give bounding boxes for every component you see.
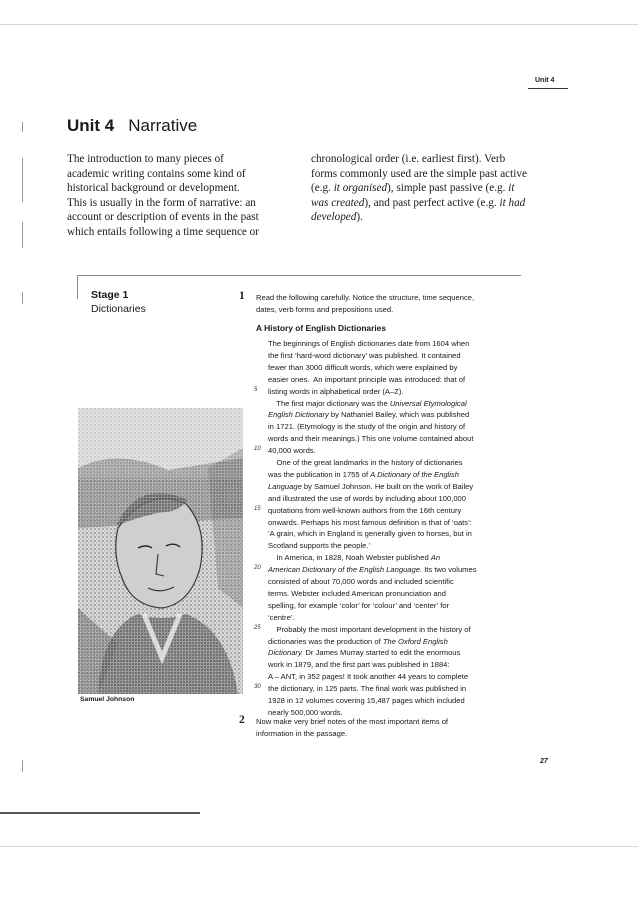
question-1-text [256,292,474,315]
samuel-johnson-portrait [78,408,243,694]
passage-text: consisted of about 70,000 words and included scientific [268,577,454,586]
line-number: 20 [254,565,261,572]
intro-line: account or description of events in the past [67,211,259,224]
passage-text: Dr James Murray started to edit the enormous [303,648,461,658]
passage-text: 40,000 words. [268,446,316,456]
passage-line [268,470,459,479]
passage-line [268,482,473,491]
intro-left-column [67,152,297,240]
passage-line [268,458,463,467]
passage-text: quotations from well-known authors from the 16th century [268,505,462,515]
intro-text: ), simple past passive (e.g. [387,182,509,195]
unit-title: Narrative [128,116,198,135]
passage-text: nearly 500,000 words. [268,707,343,717]
passage-line [268,529,472,538]
stage-label [91,288,146,316]
passage-text: fewer than 3000 difficult words, which were explained by [268,362,458,372]
passage-title: A History of English Dictionaries [256,323,386,333]
passage-italic-text: English Dictionary [268,410,329,420]
margin-mark [22,122,23,132]
passage-text: A – ANT, in 352 pages! It took another 44 years to complete [268,672,469,682]
passage-text: ‘centre’. [268,612,295,622]
passage-line [268,577,454,586]
question-line: Now make very brief notes of the most important items of [256,717,449,726]
question-1-number: 1 [239,290,245,302]
passage-line [268,422,465,431]
passage-line [254,386,404,396]
passage-line [268,541,370,550]
passage-italic-text: An [430,553,441,563]
passage-italic-text: American Dictionary of the English Language. [268,565,423,575]
passage-line [268,399,467,408]
example-verb: it organised [333,182,388,195]
passage-text: spelling, for example ‘color’ for ‘colour’ and ‘center’ for [268,600,450,610]
passage-text: The first major dictionary was the [268,398,390,408]
passage-line [268,494,466,503]
passage-line [268,339,469,348]
intro-right-column [311,152,531,225]
passage-line [268,375,465,384]
passage-text: by Samuel Johnson. He built on the work of Bailey [301,481,474,491]
margin-mark [22,158,23,202]
intro-text: ), and past perfect active (e.g. [364,196,500,209]
unit-heading [67,116,197,136]
passage-text: terms. Webster included American pronunciation and [268,588,446,598]
intro-text: chronological order (i.e. earliest first). Verb forms commonly used are the simple past active (e.g. [311,153,527,195]
line-number: 15 [254,505,261,512]
footer-rule [0,812,200,814]
passage-line [254,446,316,456]
unit-number: Unit 4 [67,116,115,135]
passage-text: easier ones. An important principle was introduced: that of [268,374,466,384]
intro-line: which entails following a time sequence or [67,225,259,238]
passage-text: the dictionary, in 125 parts. The final work was published in [268,684,467,694]
passage-text: One of the great landmarks in the history of dictionaries [268,458,463,467]
intro-line: academic writing contains some kind of [67,167,246,180]
intro-text: ). [356,211,363,224]
line-number: 30 [254,684,261,691]
passage-text: was the publication in 1755 of [268,469,371,479]
passage-italic-text: Universal Etymological [389,398,467,408]
passage-line [268,589,446,598]
passage-line [268,518,472,527]
intro-line: The introduction to many pieces of [67,153,224,165]
passage-text: Scotland supports the people.’ [268,541,371,551]
line-number: 5 [254,386,258,393]
passage-text: Probably the most important development in the history of [268,624,471,634]
passage-line [254,565,477,575]
margin-mark [22,292,23,304]
page-number: 27 [540,758,548,765]
example-verb: it had developed [311,196,526,224]
passage-text: work in 1879, and the first part was published in 1884: [268,660,450,670]
passage-line [268,553,440,562]
passage-text: and illustrated the use of words by including about 100,000 [268,493,466,503]
passage-line [268,648,460,657]
passage-text: In America, in 1828, Noah Webster published [268,553,431,563]
question-line: information in the passage. [256,728,348,738]
passage-line [268,434,473,443]
intro-line: This is usually in the form of narrative: an [67,196,256,209]
passage-line [268,660,450,669]
portrait-caption: Samuel Johnson [80,696,135,703]
question-line: dates, verb forms and prepositions used. [256,304,394,314]
passage-line [254,624,471,634]
passage-line [268,696,465,705]
running-head-rule [528,88,568,89]
passage-italic-text: A Dictionary of the English [370,469,459,479]
passage-line [268,351,461,360]
passage-text: in 1721. (Etymology is the study of the origin and history of [268,422,466,432]
stage-name: Dictionaries [91,303,146,315]
stage-rule-corner [77,275,78,299]
example-verb: it was created [311,182,515,209]
passage-italic-text: Dictionary. [268,648,304,658]
passage-line [268,613,295,622]
passage-italic-text: Language [268,481,302,491]
intro-paragraph [311,152,531,225]
passage-text: 1928 in 12 volumes covering 15,487 pages which included [268,696,465,705]
line-number: 10 [254,446,261,453]
question-2-text [256,716,448,739]
passage-text: dictionaries was the production of [268,636,383,646]
passage-text: Its two volumes [422,565,477,575]
passage-text: onwards. Perhaps his most famous definition is that of ‘oats’: [268,517,472,527]
passage-line [268,363,457,372]
page-top-border [0,24,638,25]
margin-mark [22,760,23,772]
passage-line [254,505,462,515]
passage-line [268,601,449,610]
intro-line: historical background or development. [67,182,240,195]
margin-mark [22,222,23,248]
passage-italic-text: The Oxford English [382,636,448,646]
passage-line [268,672,468,681]
passage-text: the first ‘hard-word dictionary’ was published. It contained [268,350,461,360]
passage-text: words and their meanings.) This one volume contained about [268,434,474,444]
running-head: Unit 4 [535,77,555,84]
passage-line [268,637,448,646]
passage-text: by Nathaniel Bailey, which was published [328,410,470,420]
stage-rule [77,275,521,276]
passage-text: listing words in alphabetical order (A–Z). [268,386,404,396]
question-line: Read the following carefully. Notice the structure, time sequence, [256,293,475,302]
passage-text: The beginnings of English dictionaries date from 1604 when [268,339,470,348]
passage-line [254,684,467,694]
page-bottom-border [0,846,638,847]
passage-line [268,410,469,419]
question-2-number: 2 [239,714,245,726]
line-number: 25 [254,624,261,631]
passage-text: ‘A grain, which in England is generally given to horses, but in [268,529,472,539]
stage-number: Stage 1 [91,289,129,301]
